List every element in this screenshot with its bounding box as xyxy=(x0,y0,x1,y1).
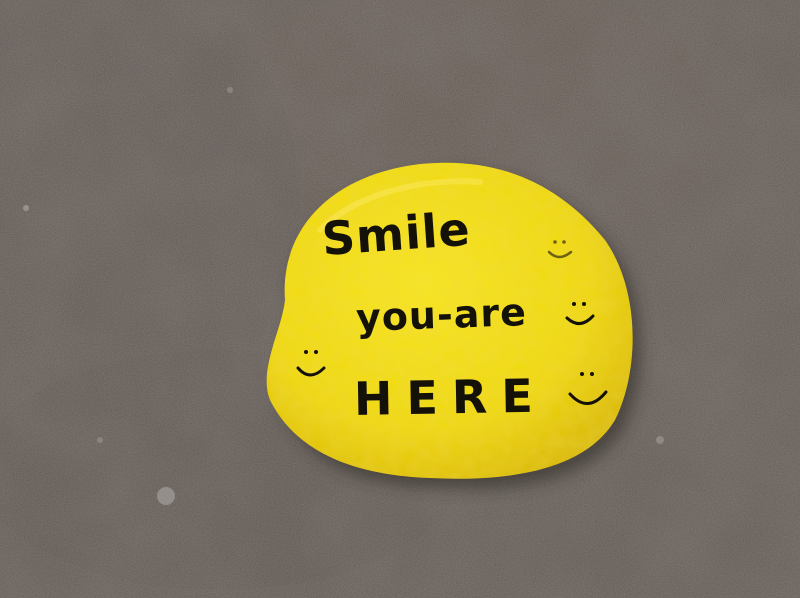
rock-text-line-3: HERE xyxy=(353,368,548,426)
smiley-face-icon-left xyxy=(290,342,334,386)
rock-text-line-2: you-are xyxy=(355,290,528,340)
smiley-face-icon-top-right xyxy=(544,234,578,268)
smiley-face-icon-mid-right xyxy=(562,296,598,334)
smiley-face-icon-bottom-right xyxy=(564,366,610,412)
rock-text-line-1: Smile xyxy=(320,201,473,266)
